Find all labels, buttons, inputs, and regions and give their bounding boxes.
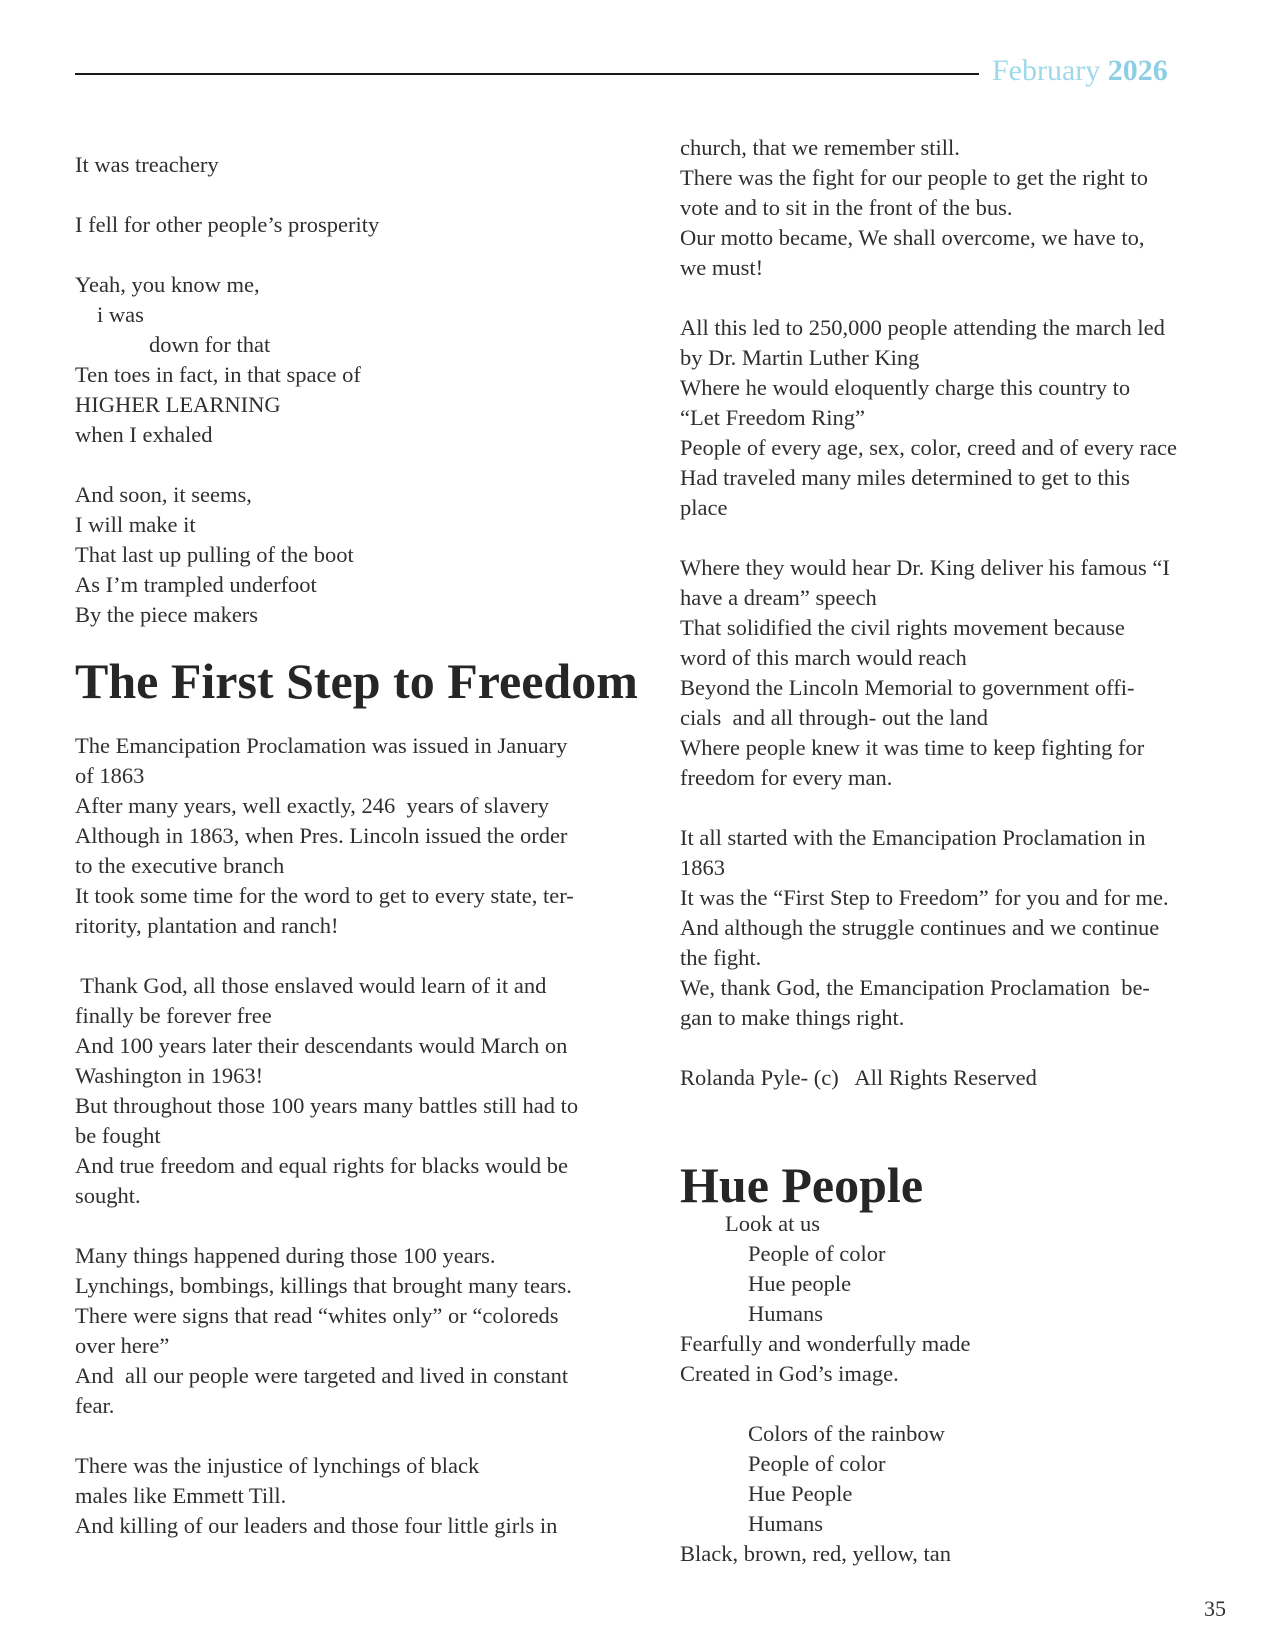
stanza-break	[75, 240, 635, 270]
poem-line: I will make it	[75, 512, 196, 537]
poem-line: It took some time for the word to get to every state, ter-	[75, 883, 574, 908]
page-number: 35	[1204, 1596, 1226, 1621]
poem-line: It all started with the Emancipation Proclamation in	[680, 825, 1146, 850]
stanza-break	[680, 523, 1225, 553]
stanza-break	[680, 1033, 1225, 1063]
stanza-break	[75, 1211, 635, 1241]
issue-date	[992, 54, 1168, 88]
stanza-break	[75, 450, 635, 480]
poem-line: “Let Freedom Ring”	[680, 405, 865, 430]
issue-year: 2026	[1107, 54, 1168, 87]
poem-line: when I exhaled	[75, 422, 213, 447]
poem-line: All this led to 250,000 people attending the march led	[680, 315, 1165, 340]
first-step-poem-part2	[680, 133, 1225, 1093]
poem-line: And true freedom and equal rights for blacks would be	[75, 1153, 568, 1178]
poem-line: church, that we remember still.	[680, 135, 960, 160]
poem-line: cials and all through- out the land	[680, 705, 989, 730]
poem-line: And although the struggle continues and we continue	[680, 915, 1160, 940]
poem-title-first-step: The First Step to Freedom	[75, 653, 638, 709]
poem-line: ritority, plantation and ranch!	[75, 913, 339, 938]
poem-line: After many years, well exactly, 246 years of slavery	[75, 793, 549, 818]
poem-line: Black, brown, red, yellow, tan	[680, 1541, 951, 1566]
poem-line: And 100 years later their descendants would March on	[75, 1033, 568, 1058]
poem-line: Washington in 1963!	[75, 1063, 264, 1088]
left-column	[75, 150, 638, 1541]
poem-line: finally be forever free	[75, 1003, 272, 1028]
poem-line: As I’m trampled underfoot	[75, 572, 317, 597]
poem-line: And all our people were targeted and lived in constant	[75, 1363, 569, 1388]
poem-line: we must!	[680, 255, 764, 280]
poem-line: Look at us	[725, 1211, 820, 1236]
poem-line: That solidified the civil rights movement because	[680, 615, 1125, 640]
poem-line: Yeah, you know me,	[75, 272, 260, 297]
poem-line: Thank God, all those enslaved would learn of it and	[75, 973, 547, 998]
poem-line: Humans	[748, 1301, 823, 1326]
stanza-break	[680, 283, 1225, 313]
poem-line: People of color	[748, 1451, 886, 1476]
poem-line: Had traveled many miles determined to get to this	[680, 465, 1130, 490]
poem-line: There was the fight for our people to get the right to	[680, 165, 1148, 190]
poem-line: place	[680, 495, 728, 520]
poem-line: males like Emmett Till.	[75, 1483, 287, 1508]
poem-line: I fell for other people’s prosperity	[75, 212, 380, 237]
poem-line: word of this march would reach	[680, 645, 967, 670]
section-spacer	[680, 1093, 1225, 1155]
poem-line: Although in 1863, when Pres. Lincoln issued the order	[75, 823, 568, 848]
poem-line: Many things happened during those 100 years.	[75, 1243, 496, 1268]
poem-line: Ten toes in fact, in that space of	[75, 362, 361, 387]
poem-line: Where people knew it was time to keep fighting for	[680, 735, 1145, 760]
poem-line: Hue People	[748, 1481, 853, 1506]
poem-line: i was	[97, 302, 144, 327]
header-rule	[75, 73, 979, 75]
poem-line: There was the injustice of lynchings of black	[75, 1453, 480, 1478]
poem-line: By the piece makers	[75, 602, 259, 627]
poem-title-hue-people: Hue People	[680, 1157, 924, 1213]
stanza-break	[680, 1389, 1225, 1419]
stanza-break	[75, 941, 635, 971]
poem-line: down for that	[149, 332, 271, 357]
poem-line: Fearfully and wonderfully made	[680, 1331, 971, 1356]
poem-line: People of color	[748, 1241, 886, 1266]
poem-line: It was the “First Step to Freedom” for you and for me.	[680, 885, 1169, 910]
first-step-poem-part1	[75, 731, 635, 1541]
poem-line: fear.	[75, 1393, 115, 1418]
poem-line: the fight.	[680, 945, 762, 970]
poem-line: by Dr. Martin Luther King	[680, 345, 920, 370]
poem-line: And killing of our leaders and those four little girls in	[75, 1513, 558, 1538]
poem-line: sought.	[75, 1183, 141, 1208]
author-credit: Rolanda Pyle- (c) All Rights Reserved	[680, 1065, 1037, 1090]
poem-ending	[75, 150, 635, 630]
poem-line: to the executive branch	[75, 853, 285, 878]
poem-line: Our motto became, We shall overcome, we have to,	[680, 225, 1145, 250]
poem-line: It was treachery	[75, 152, 219, 177]
poem-line: Lynchings, bombings, killings that brought many tears.	[75, 1273, 572, 1298]
poem-line: gan to make things right.	[680, 1005, 905, 1030]
poem-line: Where he would eloquently charge this country to	[680, 375, 1131, 400]
stanza-break	[680, 793, 1225, 823]
poem-line: Where they would hear Dr. King deliver his famous “I	[680, 555, 1170, 580]
poem-line: The Emancipation Proclamation was issued in January	[75, 733, 568, 758]
poem-line: be fought	[75, 1123, 161, 1148]
poem-line: People of every age, sex, color, creed and of every race	[680, 435, 1177, 460]
poem-line: There were signs that read “whites only” or “coloreds	[75, 1303, 559, 1328]
right-column	[680, 133, 1225, 1569]
poem-line: vote and to sit in the front of the bus.	[680, 195, 1013, 220]
stanza-break	[75, 1421, 635, 1451]
issue-month: February	[992, 54, 1101, 87]
poem-line: And soon, it seems,	[75, 482, 252, 507]
poem-line: Hue people	[748, 1271, 852, 1296]
poem-line: Beyond the Lincoln Memorial to government offi-	[680, 675, 1135, 700]
poem-line: But throughout those 100 years many battles still had to	[75, 1093, 579, 1118]
poem-line: We, thank God, the Emancipation Proclamation be-	[680, 975, 1150, 1000]
poem-line: freedom for every man.	[680, 765, 893, 790]
poem-line: That last up pulling of the boot	[75, 542, 354, 567]
poem-line: have a dream” speech	[680, 585, 877, 610]
poem-line: Created in God’s image.	[680, 1361, 899, 1386]
poem-line: over here”	[75, 1333, 170, 1358]
poem-line: Humans	[748, 1511, 823, 1536]
stanza-break	[75, 180, 635, 210]
hue-people-poem	[680, 1209, 1225, 1569]
poem-line: HIGHER LEARNING	[75, 392, 281, 417]
poem-line: Colors of the rainbow	[748, 1421, 945, 1446]
poem-line: of 1863	[75, 763, 145, 788]
poem-line: 1863	[680, 855, 725, 880]
